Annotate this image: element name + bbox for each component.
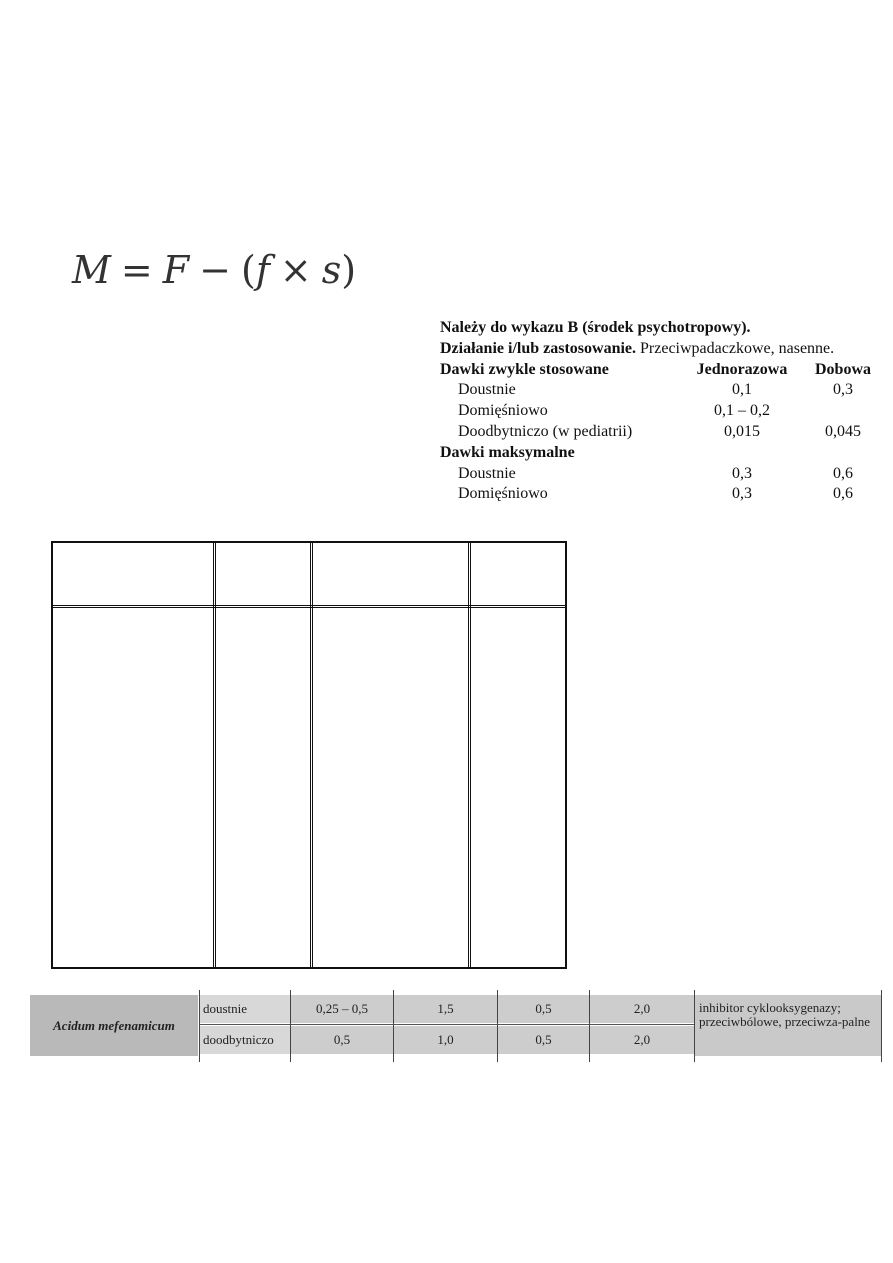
dose-cell: 0,25 – 0,5: [291, 995, 393, 1023]
dose-cell: 2,0: [590, 1026, 694, 1054]
formula-small-f: f: [255, 248, 270, 292]
daily-dose: 0,6: [833, 485, 853, 503]
list-label: Należy do wykazu B (środek psychotropowy).: [440, 319, 751, 336]
dose-cell: 1,5: [394, 995, 497, 1023]
column-divider: [290, 990, 291, 1062]
formula-times: ×: [279, 248, 312, 292]
dose-cell: 0,5: [498, 995, 589, 1023]
usual-row: [440, 401, 885, 422]
table-column-divider: [213, 543, 216, 967]
route-cell: doodbytniczo: [200, 1026, 290, 1054]
table-column-divider: [468, 543, 471, 967]
drug-name: Acidum mefenamicum: [30, 995, 198, 1056]
usual-row: [440, 380, 885, 401]
formula-big-f: F: [162, 248, 190, 292]
dose-cell: 2,0: [590, 995, 694, 1023]
formula-paren-open: (: [240, 248, 256, 292]
row-divider: [200, 1024, 695, 1025]
daily-dose: 0,6: [833, 464, 853, 482]
formula-equals: =: [120, 248, 153, 292]
usual-doses-label: Dawki zwykle stosowane: [440, 360, 609, 378]
single-dose: 0,015: [724, 422, 760, 440]
column-divider: [881, 990, 882, 1062]
single-dose: 0,3: [732, 464, 752, 482]
route: Domięśniowo: [458, 402, 548, 420]
column-divider: [589, 990, 590, 1062]
max-doses-label: Dawki maksymalne: [440, 443, 575, 461]
column-divider: [497, 990, 498, 1062]
daily-dose: 0,3: [833, 381, 853, 399]
formula-lhs: M: [72, 248, 111, 292]
column-divider: [199, 990, 200, 1062]
route: Doustnie: [458, 381, 516, 399]
single-dose: 0,1 – 0,2: [714, 402, 770, 420]
scanned-dose-table: [30, 990, 882, 1058]
daily-dose: 0,045: [825, 422, 861, 440]
route: Doustnie: [458, 464, 516, 482]
max-row: [440, 464, 885, 485]
drug-info: [440, 318, 885, 505]
table-column-divider: [310, 543, 313, 967]
usual-row: [440, 422, 885, 443]
formula-s: s: [321, 248, 342, 292]
dose-cell: 0,5: [291, 1026, 393, 1054]
route-cell: doustnie: [200, 995, 290, 1023]
single-dose-header: Jednorazowa: [696, 360, 788, 378]
column-divider: [393, 990, 394, 1062]
formula: [72, 248, 356, 292]
route: Doodbytniczo (w pediatrii): [458, 422, 633, 440]
formula-minus: −: [199, 248, 231, 292]
single-dose: 0,3: [732, 485, 752, 503]
action-label: Działanie i/lub zastosowanie.: [440, 339, 637, 357]
empty-table: [51, 541, 567, 969]
max-row: [440, 484, 885, 505]
action-text: Przeciwpadaczkowe, nasenne.: [640, 339, 835, 357]
route: Domięśniowo: [458, 485, 548, 503]
dose-cell: 1,0: [394, 1026, 497, 1054]
column-divider: [694, 990, 695, 1062]
table-header-divider: [53, 605, 565, 608]
daily-dose-header: Dobowa: [814, 360, 871, 378]
dose-cell: 0,5: [498, 1026, 589, 1054]
action-cell: inhibitor cyklooksygenazy; przeciwbólowe, przeciwza-palne: [695, 995, 882, 1056]
formula-paren-close: ): [341, 248, 357, 292]
single-dose: 0,1: [732, 381, 752, 399]
